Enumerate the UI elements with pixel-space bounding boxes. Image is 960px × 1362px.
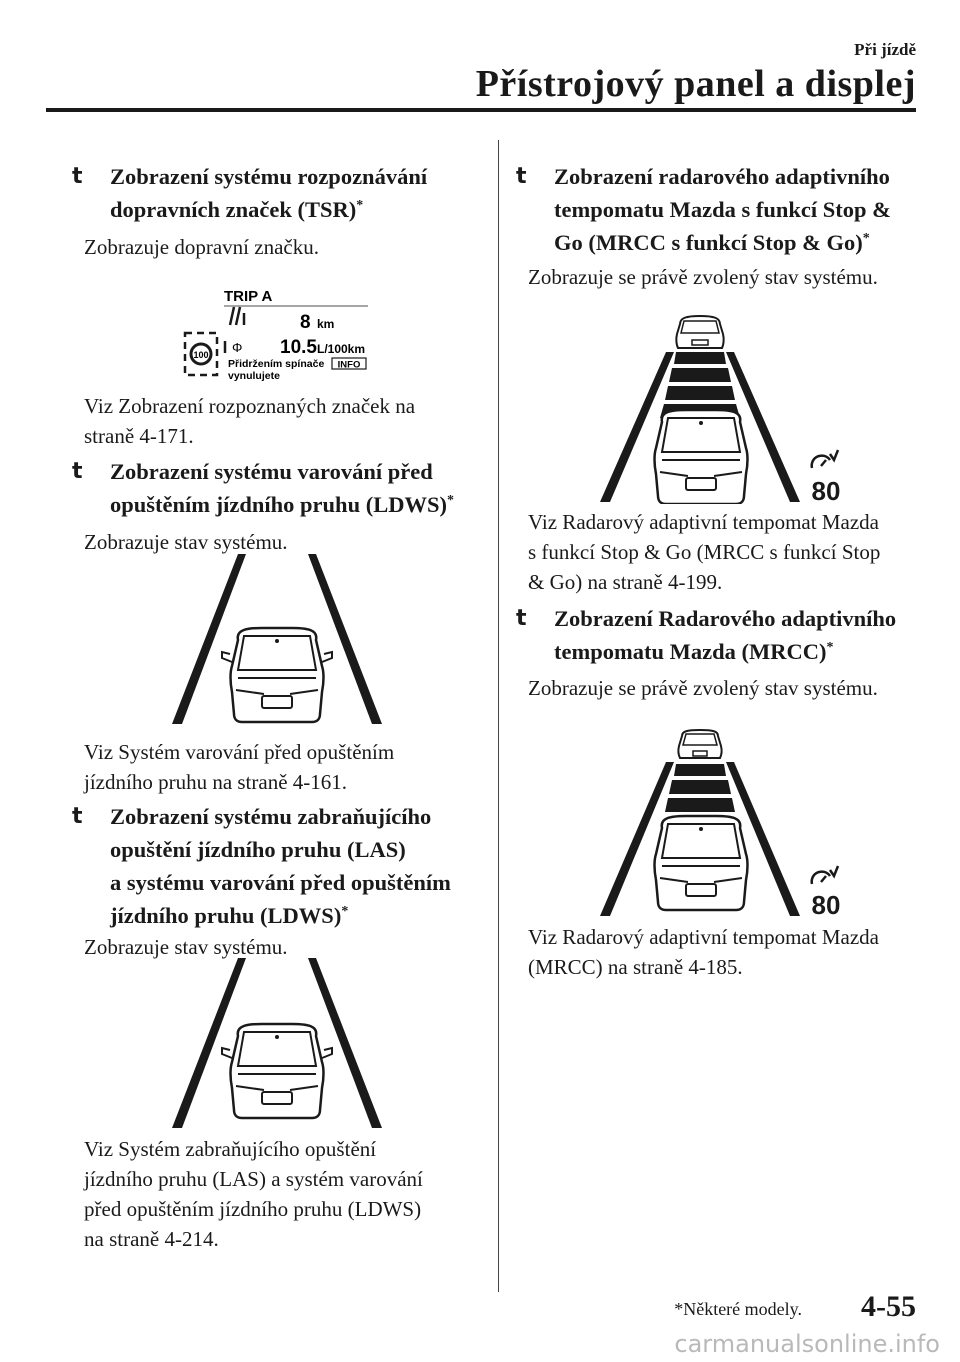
consumption-value: 10.5 — [280, 337, 317, 358]
set-speed-value: 80 — [811, 890, 841, 918]
mrcc-sg-ref: Viz Radarový adaptivní tempomat Mazda s funkcí Stop & Go (MRCC s funkcí Stop & Go) na straně 4-199. — [528, 510, 881, 594]
tsr-ref: Viz Zobrazení rozpoznaných značek na straně 4-171. — [84, 394, 416, 448]
ldws-heading: t Zobrazení systému varování před opuštěním jízdního pruhu (LDWS)* — [72, 455, 472, 521]
ldws-figure — [172, 554, 384, 726]
footnote-star: * — [446, 493, 454, 508]
footnote-star: * — [826, 640, 834, 655]
bullet-icon: t — [516, 164, 527, 189]
page-number: 4-55 — [861, 1290, 916, 1323]
ldws-desc: Zobrazuje stav systému. — [84, 530, 288, 554]
footnote-star: * — [341, 904, 349, 919]
bullet-icon: t — [516, 606, 527, 631]
distance-value: 8 — [300, 312, 311, 333]
speed-sign-value: 100 — [193, 350, 209, 360]
info-badge: INFO — [337, 359, 361, 371]
distance-bars — [665, 764, 735, 812]
tsr-desc: Zobrazuje dopravní značku. — [84, 235, 319, 259]
footnote-star: * — [862, 231, 870, 246]
bullet-icon: t — [72, 459, 83, 484]
tsr-display-figure — [182, 283, 372, 383]
lead-car-icon — [676, 316, 723, 348]
distance-bars — [660, 352, 740, 418]
ldws-ref: Viz Systém varování před opuštěním jízdního pruhu na straně 4-161. — [84, 740, 395, 794]
mrcc-sg-figure — [600, 312, 850, 504]
mrcc-ref: Viz Radarový adaptivní tempomat Mazda (MRCC) na straně 4-185. — [528, 925, 879, 979]
las-figure — [172, 958, 384, 1130]
tsr-heading: t Zobrazení systému rozpoznávání dopravních značek (TSR)* — [72, 160, 472, 226]
set-speed-value: 80 — [811, 476, 841, 504]
mrcc-sg-heading: t Zobrazení radarového adaptivního tempomatu Mazda s funkcí Stop & Go (MRCC s funkcí Stop & Go)* — [516, 160, 916, 259]
bullet-icon: t — [72, 164, 83, 189]
column-divider — [498, 140, 499, 1292]
cruise-gauge-icon — [812, 866, 838, 884]
las-ref: Viz Systém zabraňujícího opuštění jízdního pruhu (LAS) a systém varování před opuštěním jízdního pruhu (LDWS) na straně 4-214. — [84, 1137, 423, 1251]
mrcc-figure — [600, 728, 850, 918]
cruise-gauge-icon — [812, 450, 838, 468]
fuel-icon — [230, 307, 234, 325]
footnote-star: * — [356, 198, 364, 213]
header-rule — [46, 108, 916, 112]
chapter-label: Při jízdě — [854, 40, 916, 59]
consumption-icon: Φ — [232, 340, 243, 355]
reset-hint-line1: Přidržením spínače — [228, 358, 325, 370]
page-title: Přístrojový panel a displej — [475, 63, 916, 105]
watermark: carmanualsonline.info — [674, 1330, 940, 1358]
bullet-icon: t — [72, 804, 83, 829]
las-heading: t Zobrazení systému zabraňujícího opuštění jízdního pruhu (LAS) a systému varování před opuštěním jízdního pruhu (LDWS)* — [72, 800, 472, 932]
mrcc-desc: Zobrazuje se právě zvolený stav systému. — [528, 676, 878, 700]
consumption-unit: L/100km — [317, 342, 366, 356]
trip-label: TRIP A — [224, 288, 273, 305]
mrcc-heading: t Zobrazení Radarového adaptivního tempomatu Mazda (MRCC)* — [516, 602, 916, 668]
lead-car-icon — [678, 730, 721, 758]
las-desc: Zobrazuje stav systému. — [84, 935, 288, 959]
reset-hint-line2: vynulujete — [228, 370, 280, 382]
mrcc-sg-desc: Zobrazuje se právě zvolený stav systému. — [528, 265, 878, 289]
footnote: *Některé modely. — [674, 1299, 802, 1319]
distance-unit: km — [317, 317, 335, 331]
